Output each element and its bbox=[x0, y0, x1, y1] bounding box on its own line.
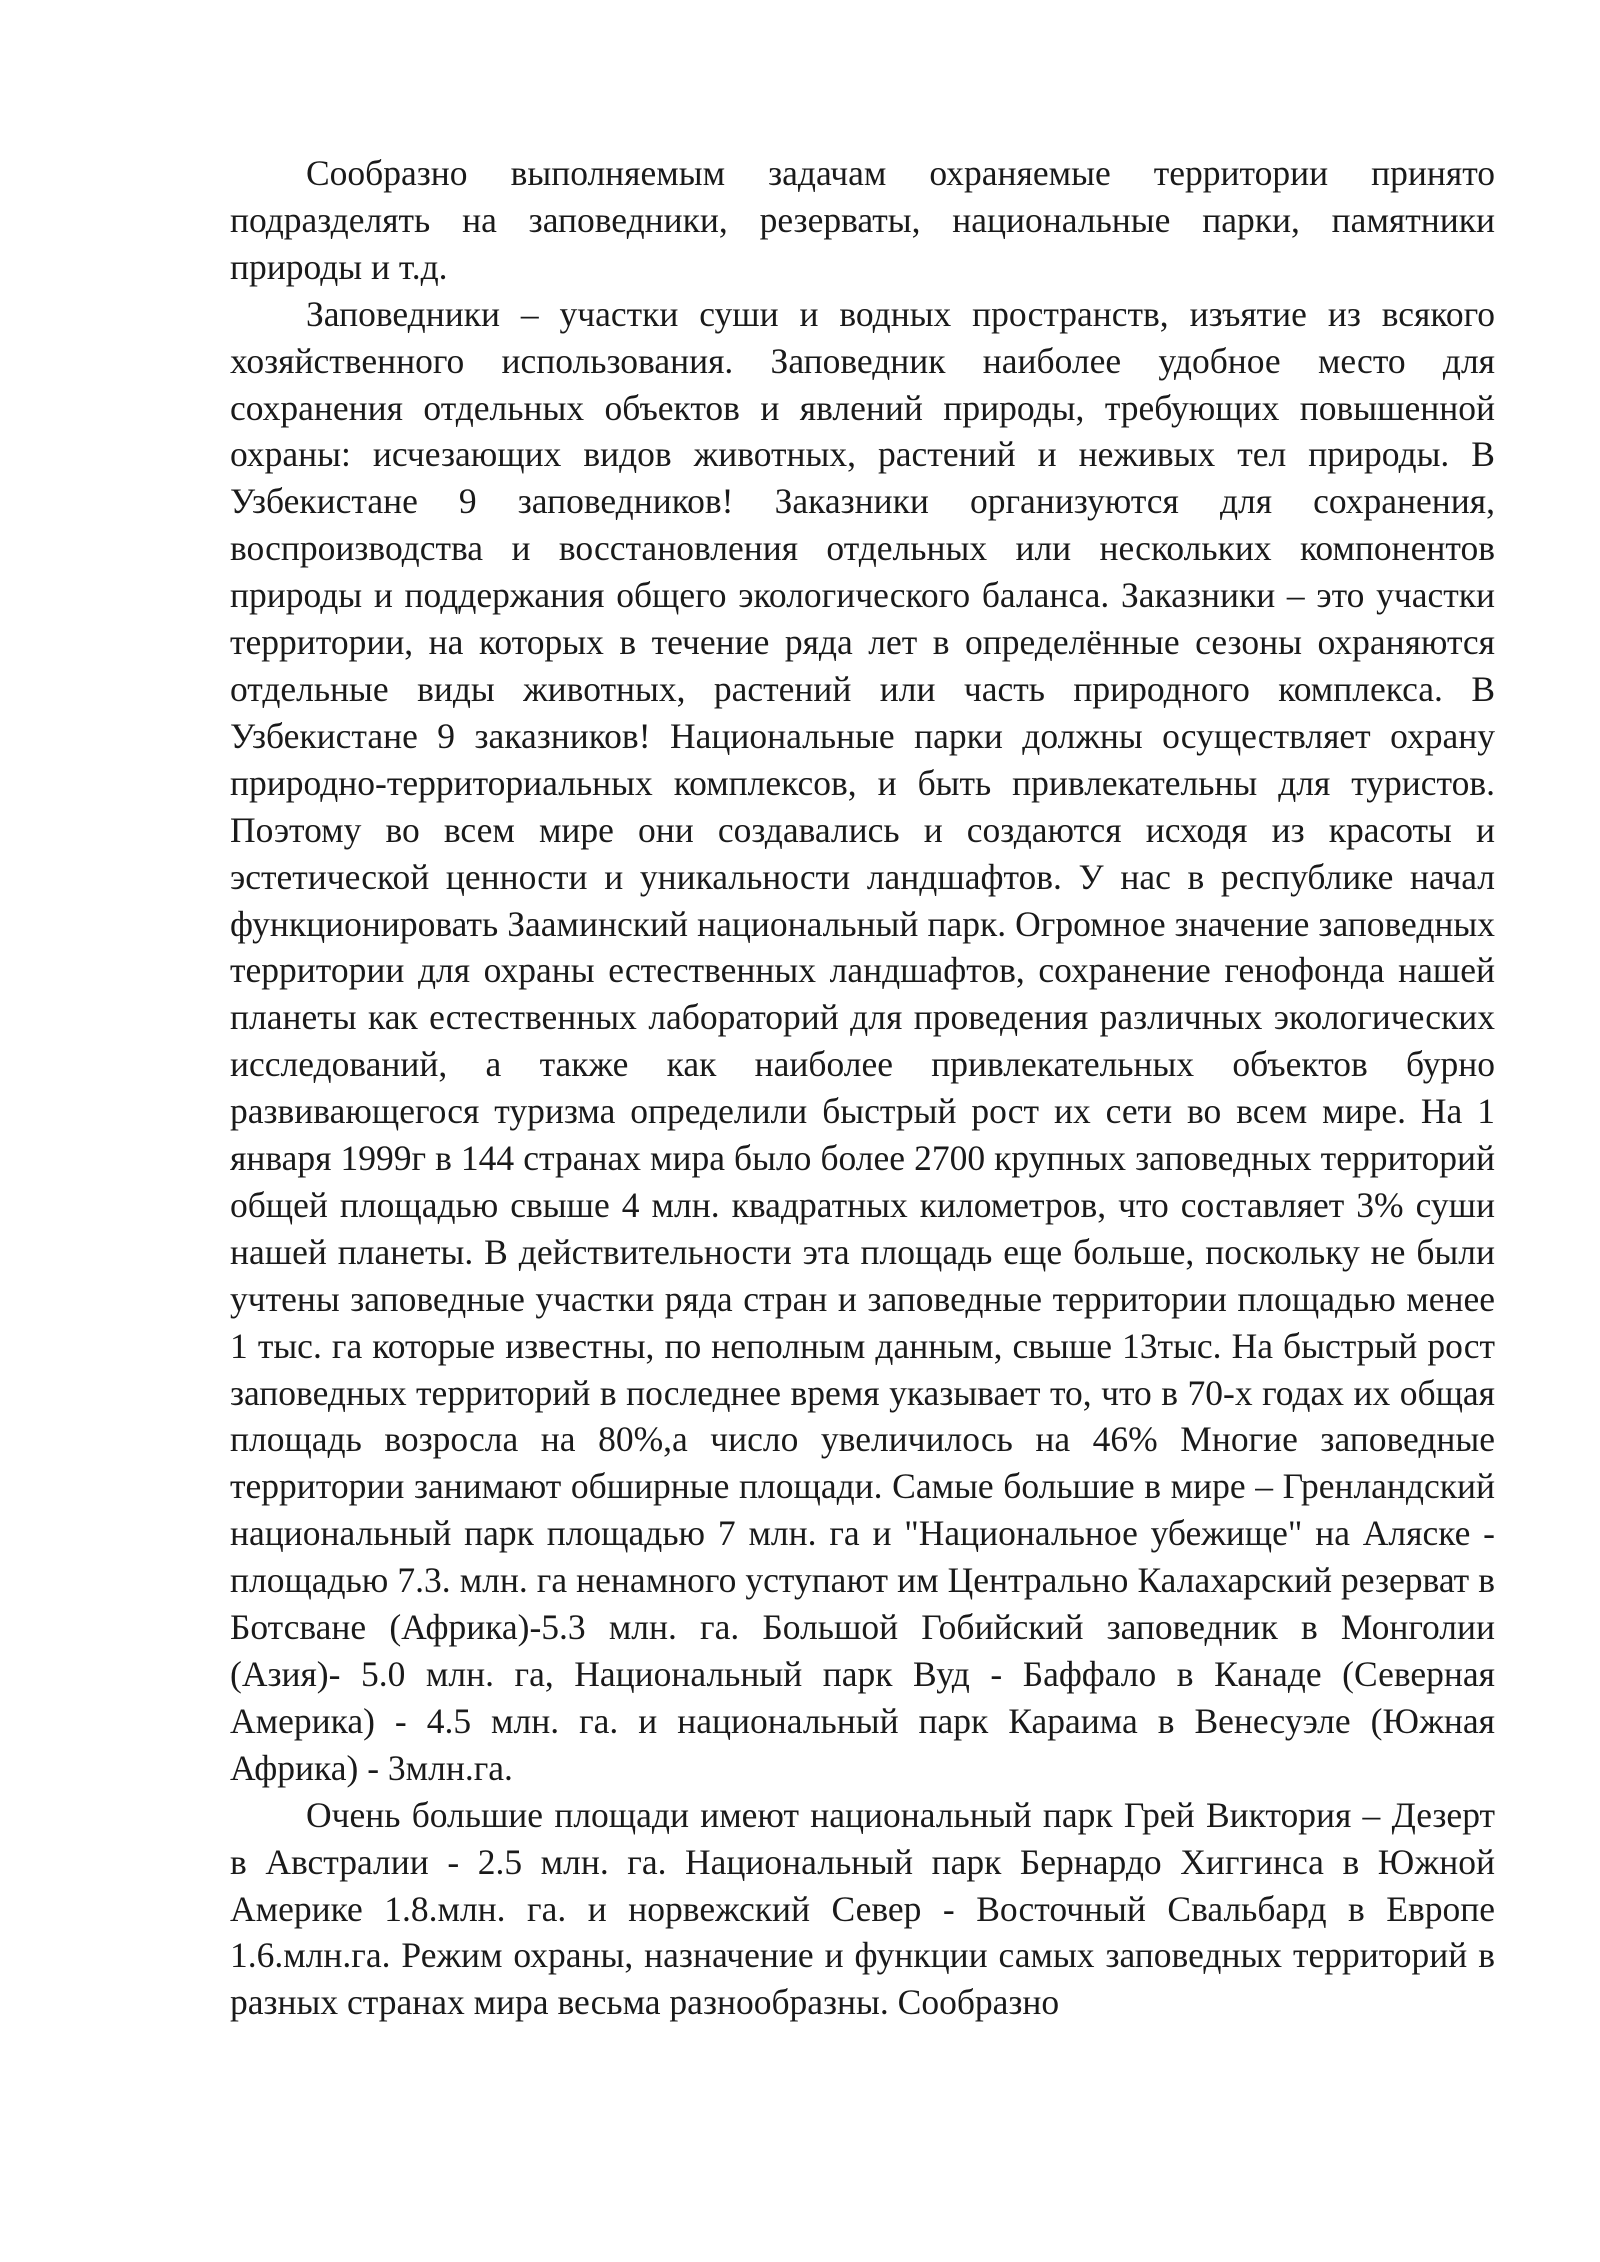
paragraph-protected-areas-intro: Сообразно выполняемым задачам охраняемые территории принято подразделять на заповедники, резерваты, национальные парки, памятники природы и т.д. bbox=[230, 153, 1495, 287]
paragraph-largest-parks: Очень большие площади имеют национальный парк Грей Виктория – Дезерт в Австралии - 2.5 млн. га. Национальный парк Бернардо Хиггинса в Южной Америке 1.8.млн. га. и норвежский Север - Восточный Свальбард в Европе 1.6.млн.га. Режим охраны, назначение и функции самых заповедных территорий в разных странах мира весьма разнообразны. Сообразно bbox=[230, 1794, 1495, 2023]
document-body bbox=[230, 150, 1495, 2026]
paragraph-reserves-and-parks: Заповедники – участки суши и водных пространств, изъятие из всякого хозяйственного использования. Заповедник наиболее удобное место для сохранения отдельных объектов и явлений природы, требующих повышенной охраны: исчезающих видов животных, растений и неживых тел природы. В Узбекистане 9 заповедников! Заказники организуются для сохранения, воспроизводства и восстановления отдельных или нескольких компонентов природы и поддержания общего экологического баланса. Заказники – это участки территории, на которых в течение ряда лет в определённые сезоны охраняются отдельные виды животных, растений или часть природного комплекса. В Узбекистане 9 заказников! Национальные парки должны осуществляет охрану природно-территориальных комплексов, и быть привлекательны для туристов. Поэтому во всем мире они создавались и создаются исходя из красоты и эстетической ценности и уникальности ландшафтов. У нас в республике начал функционировать Зааминский национальный парк. Огромное значение заповедных территории для охраны естественных ландшафтов, сохранение генофонда нашей планеты как естественных лабораторий для проведения различных экологических исследований, а также как наиболее привлекательных объектов бурно развивающегося туризма определили быстрый рост их сети во всем мире. На 1 января 1999г в 144 странах мира было более 2700 крупных заповедных территорий общей площадью свыше 4 млн. квадратных километров, что составляет 3% суши нашей планеты. В действительности эта площадь еще больше, поскольку не были учтены заповедные участки ряда стран и заповедные территории площадью менее 1 тыс. га которые известны, по неполным данным, свыше 13тыс. На быстрый рост заповедных территорий в последнее время указывает то, что в 70-х годах их общая площадь возросла на 80%,а число увеличилось на 46% Многие заповедные территории занимают обширные площади. Самые большие в мире – Гренландский национальный парк площадью 7 млн. га и "Национальное убежище" на Аляске - площадью 7.3. млн. га ненамного уступают им Центрально Калахарский резерват в Ботсване (Африка)-5.3 млн. га. Большой Гобийский заповедник в Монголии (Азия)- 5.0 млн. га, Национальный парк Вуд - Баффало в Канаде (Северная Америка) - 4.5 млн. га. и национальный парк Караима в Венесуэле (Южная Африка) - 3млн.га. bbox=[230, 293, 1495, 1788]
